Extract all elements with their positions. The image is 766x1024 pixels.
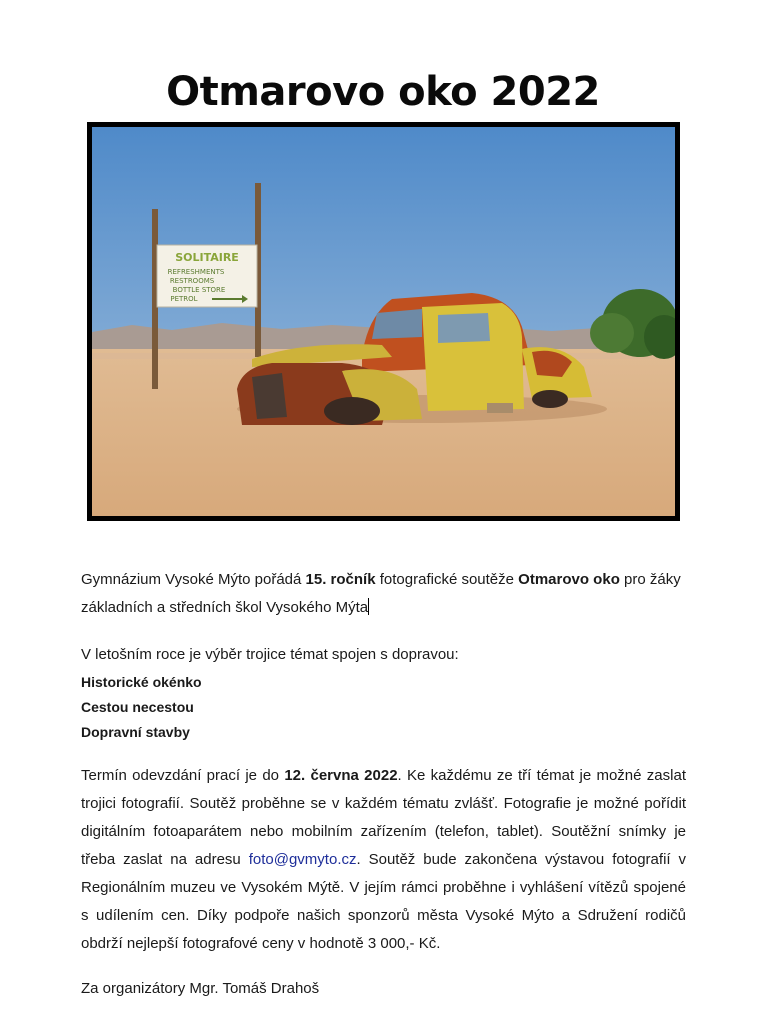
themes-list: [81, 670, 202, 745]
themes-intro: V letošním roce je výběr trojice témat spojen s dopravou:: [81, 646, 459, 663]
details-paragraph: Termín odevzdání prací je do 12. června 2022. Ke každému ze tří témat je možné zaslat trojici fotografií. Soutěž proběhne se v každém tématu zvlášť. Fotografie je možné pořídit digitálním fotoaparátem nebo mobilním zařízením (telefon, tablet). Soutěžní snímky je třeba zaslat na adresu foto@gvmyto.cz. Soutěž bude zakončena výstavou fotografií v Regionálním muzeu ve Vysokém Mýtě. V jejím rámci proběhne i vyhlášení vítězů spojené s udílením cen. Díky podpoře našich sponzorů města Vysoké Mýto a Sdružení rodičů obdrží nejlepší fotografové ceny v hodnotě 3 000,- Kč.: [81, 767, 687, 952]
page-title: Otmarovo oko 2022: [166, 68, 600, 115]
theme-item: Cestou necestou: [81, 699, 194, 715]
sign-line: BOTTLE STORE: [172, 286, 226, 294]
text-cursor: [368, 598, 369, 615]
intro-paragraph: Gymnázium Vysoké Mýto pořádá 15. ročník fotografické soutěže Otmarovo oko pro žáky základních a středních škol Vysokého Mýta: [81, 571, 681, 616]
theme-item: Dopravní stavby: [81, 724, 190, 740]
deadline-date: 12. června 2022: [284, 767, 398, 784]
edition-number: 15. ročník: [305, 571, 376, 588]
sign-line: RESTROOMS: [169, 277, 215, 285]
solitaire-sign: [157, 245, 257, 307]
theme-item: Historické okénko: [81, 674, 202, 690]
sign-line: REFRESHMENTS: [167, 268, 225, 276]
sign-line: PETROL: [170, 295, 198, 303]
contest-name: Otmarovo oko: [518, 571, 620, 588]
email-link[interactable]: foto@gvmyto.cz: [248, 851, 357, 868]
sign-line: SOLITAIRE: [175, 251, 239, 264]
title-photo: [87, 122, 680, 521]
signature-line: Za organizátory Mgr. Tomáš Drahoš: [81, 980, 320, 997]
